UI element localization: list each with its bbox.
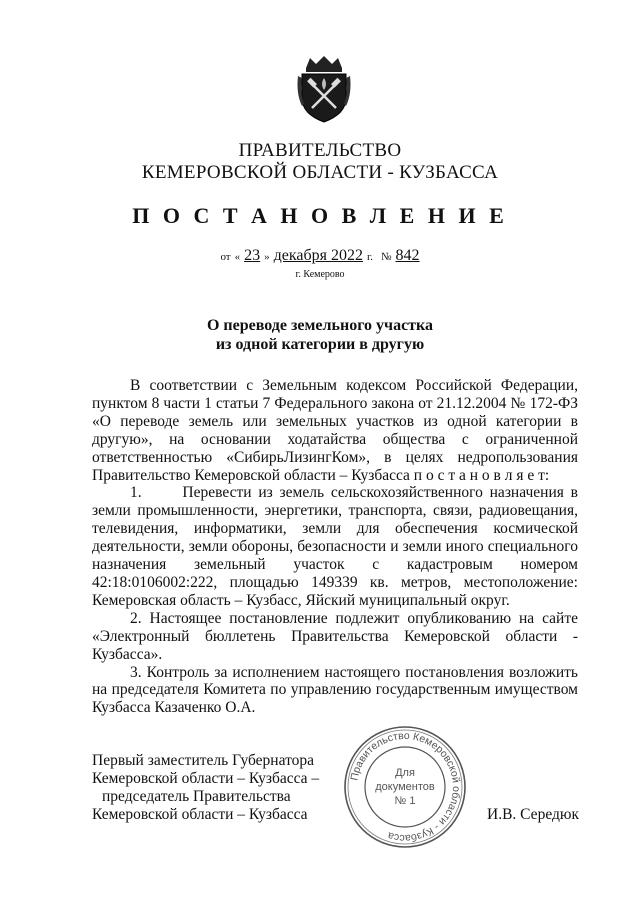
coat-of-arms-icon <box>296 54 352 124</box>
document-subject <box>0 316 640 354</box>
quote-open: « <box>234 251 241 263</box>
signatory-title-line2: Кемеровской области – Кузбасса – <box>92 769 320 787</box>
body-intro-paragraph: В соответствии с Земельным кодексом Российской Федерации, пунктом 8 части 1 статьи 7 Федерального закона от 21.12.2004 № 172-ФЗ «О переводе земель или земельных участков из одной категории в другую», на основании ходатайства общества с ограниченной ответственностью «СибирьЛизингКом», в целях недропользования Правительство Кемеровской области – Кузбасса п о с т а н о в л я е т: <box>92 377 578 484</box>
number-label: № <box>381 251 392 263</box>
subject-line1: О переводе земельного участка <box>206 317 434 334</box>
signatory-title-line4: Кемеровской области – Кузбасса <box>92 805 308 823</box>
stamp-line1: Для <box>395 767 415 779</box>
from-label: от <box>220 251 231 263</box>
document-body <box>92 377 582 717</box>
body-item-3: 3. Контроль за исполнением настоящего постановления возложить на председателя Комитета по управлению государственным имуществом Кузбасса Казаченко О.А. <box>92 663 578 717</box>
government-name-line1: ПРАВИТЕЛЬСТВО <box>238 140 402 161</box>
stamp-ring-text: Правительство Кемеровской области - Кузбасса <box>348 729 463 845</box>
signatory-title <box>92 752 322 824</box>
body-item-1: 1. Перевести из земель сельскохозяйственного назначения в земли промышленности, энергетики, транспорта, связи, радиовещания, телевидения, информатики, земли для обеспечения космической деятельности, земли обороны, безопасности и земли иного специального назначения земельный участок с кадастровым номером 42:18:0106002:222, площадью 149339 кв. метров, местоположение: Кемеровская область – Кузбасс, Яйский муниципальный округ. <box>92 484 582 609</box>
signatory-title-line3: председатель Правительства <box>102 787 291 805</box>
signatory-title-line1: Первый заместитель Губернатора <box>92 752 315 769</box>
year-suffix: г. <box>367 251 374 263</box>
official-stamp <box>342 724 468 850</box>
date-month-year: декабря 2022 <box>273 247 363 264</box>
government-name-line2: КЕМЕРОВСКОЙ ОБЛАСТИ - КУЗБАССА <box>141 162 499 183</box>
date-number-line <box>0 247 640 265</box>
stamp-line3: № 1 <box>394 795 416 807</box>
date-day: 23 <box>244 247 261 264</box>
subject-line2: из одной категории в другую <box>215 336 425 353</box>
quote-close: » <box>264 251 270 263</box>
document-number: 842 <box>395 247 420 264</box>
body-item-2: 2. Настоящее постановление подлежит опубликованию на сайте «Электронный бюллетень Правительства Кемеровской области - Кузбасса». <box>92 609 578 663</box>
document-type-title: П О С Т А Н О В Л Е Н И Е <box>132 203 508 228</box>
stamp-line2: документов <box>375 781 435 793</box>
signatory-name: И.В. Середюк <box>487 806 579 823</box>
city-label: г. Кемерово <box>295 269 345 280</box>
